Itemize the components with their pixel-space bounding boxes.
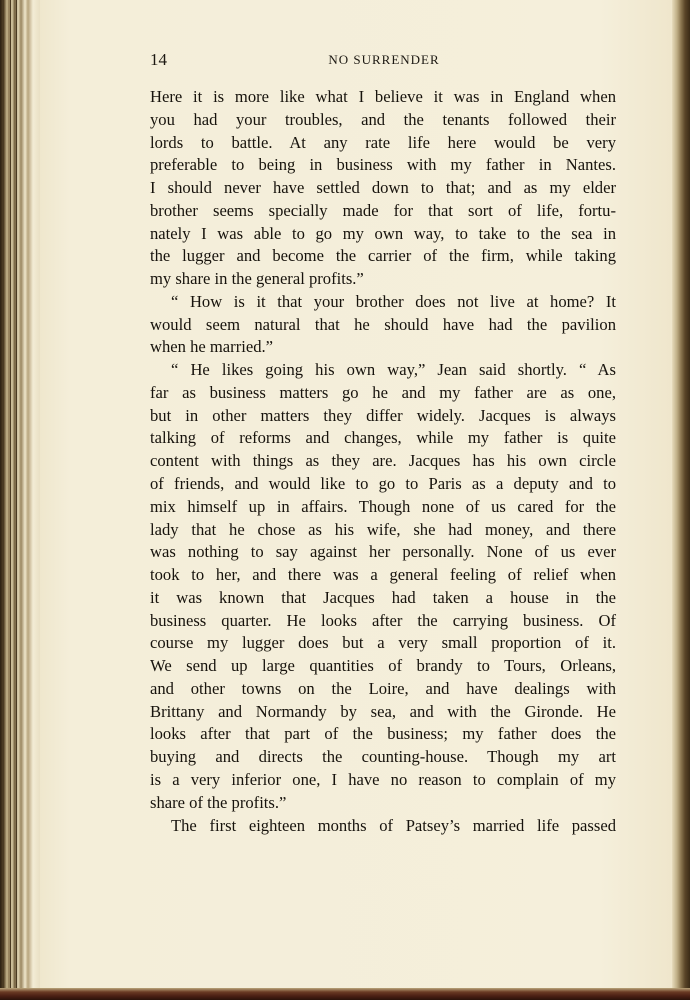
text-line: lords to battle. At any rate life here would be very xyxy=(150,132,616,152)
text-line: Brittany and Normandy by sea, and with the Gironde. He xyxy=(150,701,616,721)
text-line: We send up large quantities of brandy to Tours, Orleans, xyxy=(150,656,616,676)
running-title: NO SURRENDER xyxy=(328,52,440,67)
text-line: buying and directs the counting-house. Though my art xyxy=(150,747,616,767)
page-right-edge xyxy=(672,0,690,1000)
text-line: looks after that part of the business; my father does the xyxy=(150,724,616,744)
text-line: brother seems specially made for that sort of life, fortu- xyxy=(150,200,616,220)
text-line: and other towns on the Loire, and have dealings with xyxy=(150,678,616,698)
text-line: but in other matters they differ widely. Jacques is always xyxy=(150,405,616,425)
text-line: “ How is it that your brother does not live at home? It xyxy=(171,291,616,311)
body-text xyxy=(150,86,616,837)
page-bottom-edge xyxy=(0,988,690,1000)
text-line: took to her, and there was a general feeling of relief when xyxy=(150,565,616,585)
text-line: would seem natural that he should have had the pavilion xyxy=(150,314,616,334)
text-line: mix himself up in affairs. Though none of us cared for the xyxy=(150,496,616,516)
text-line: Here it is more like what I believe it was in England when xyxy=(150,87,616,106)
binding-line xyxy=(16,0,17,1000)
text-line: is a very inferior one, I have no reason to complain of my xyxy=(150,769,616,789)
page-header xyxy=(150,50,618,70)
text-line: “ He likes going his own way,” Jean said shortly. “ As xyxy=(171,360,616,380)
text-line: lady that he chose as his wife, she had money, and there xyxy=(150,519,616,539)
text-line: the lugger and become the carrier of the firm, while taking xyxy=(150,246,616,266)
text-line: talking of reforms and changes, while my father is quite xyxy=(150,428,616,448)
text-line: The first eighteen months of Patsey’s married life passed xyxy=(171,815,616,835)
text-line: it was known that Jacques had taken a house in the xyxy=(150,587,616,607)
text-line: my share in the general profits.” xyxy=(150,269,364,289)
text-line: nately I was able to go my own way, to take to the sea in xyxy=(150,223,616,243)
text-line: business quarter. He looks after the carrying business. Of xyxy=(150,610,616,630)
text-line: content with things as they are. Jacques has his own circle xyxy=(150,451,616,471)
text-line: share of the profits.” xyxy=(150,792,287,812)
text-line: was nothing to say against her personally. None of us ever xyxy=(150,542,616,562)
text-line: you had your troubles, and the tenants followed their xyxy=(150,109,616,129)
text-line: when he married.” xyxy=(150,337,274,357)
page-number: 14 xyxy=(150,50,167,69)
book-binding xyxy=(0,0,40,1000)
text-line: of friends, and would like to go to Paris as a deputy and to xyxy=(150,474,616,494)
binding-line xyxy=(10,0,11,1000)
text-line: I should never have settled down to that; and as my elder xyxy=(150,178,616,198)
text-line: preferable to being in business with my father in Nantes. xyxy=(150,155,616,175)
text-line: far as business matters go he and my father are as one, xyxy=(150,382,616,402)
text-line: course my lugger does but a very small proportion of it. xyxy=(150,633,616,653)
binding-line xyxy=(3,0,4,1000)
